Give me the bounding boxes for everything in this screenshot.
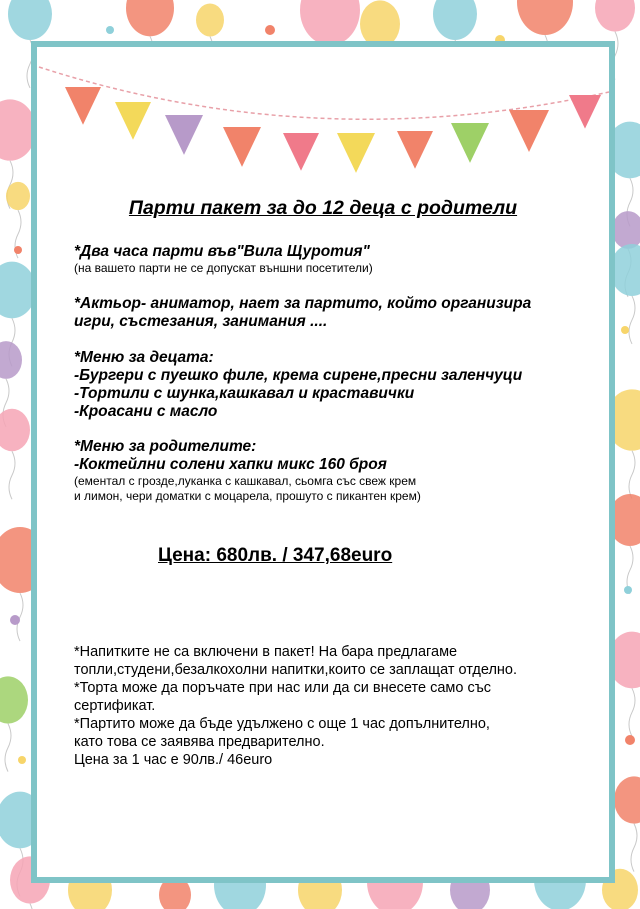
note-line: Цена за 1 час е 90лв./ 46euro: [74, 752, 273, 768]
balloon: [0, 341, 22, 379]
party-package-card: [31, 41, 615, 883]
bunting-flag: [509, 110, 549, 152]
package-price: Цена: 680лв. / 347,68euro: [158, 545, 393, 566]
balloon: [517, 0, 573, 35]
animator-line-2: игри, състезания, занимания ....: [74, 313, 328, 330]
balloon-string: [27, 904, 33, 909]
balloon: [595, 0, 635, 32]
page-title: Парти пакет за до 12 деца с родители: [128, 197, 518, 219]
bunting-flag: [283, 133, 319, 171]
balloon-string: [9, 451, 15, 499]
bunting-flag: [569, 95, 601, 129]
balloon: [8, 0, 52, 40]
balloon-string: [629, 688, 635, 736]
confetti-dot: [621, 326, 629, 334]
note-line: като това се заявява предварително.: [74, 734, 325, 750]
animator-line-1: *Актьор- аниматор, нает за партито, който организира: [74, 295, 532, 312]
balloon: [300, 0, 360, 45]
animator-section: [74, 295, 594, 331]
venue-section: [74, 243, 594, 276]
bunting-flag: [165, 115, 203, 155]
note-line: *Торта може да поръчате при нас или да си внесете само със: [74, 680, 492, 696]
balloon: [196, 3, 224, 36]
note-line: сертификат.: [74, 698, 156, 714]
balloon: [126, 0, 174, 36]
bunting-flag: [337, 133, 375, 173]
balloon: [0, 409, 30, 451]
confetti-dot: [625, 735, 635, 745]
balloon-string: [5, 724, 11, 772]
parents-menu-details-2: и лимон, чери доматки с моцарела, прошуто с пикантен крем): [74, 489, 421, 503]
bunting-flag: [115, 102, 151, 140]
balloon-string: [629, 451, 635, 499]
bunting-flag: [397, 131, 433, 169]
confetti-dot: [624, 586, 632, 594]
note-line: *Напитките не са включени в пакет! На бара предлагаме: [74, 644, 458, 660]
bunting-flag: [451, 123, 489, 163]
parents-menu-item: -Коктейлни солени хапки микс 160 броя: [74, 456, 387, 473]
kids-menu-section: [74, 349, 594, 421]
kids-menu-item: -Бургери с пуешко филе, крема сирене,пресни заленчуци: [74, 367, 523, 384]
kids-menu-heading: *Меню за децата:: [74, 349, 214, 366]
balloon: [433, 0, 477, 40]
confetti-dot: [10, 615, 20, 625]
balloon-string: [631, 824, 637, 872]
bunting-flag: [223, 127, 261, 167]
balloon: [614, 776, 640, 823]
confetti-dot: [18, 756, 26, 764]
balloon-string: [629, 296, 635, 344]
bunting-garland: [37, 47, 609, 197]
balloon: [0, 676, 28, 723]
kids-menu-item: -Тортили с шунка,кашкавал и краставички: [74, 385, 415, 402]
parents-menu-section: [74, 438, 594, 504]
confetti-dot: [265, 25, 275, 35]
balloon: [6, 182, 30, 210]
venue-note: (на вашето парти не се допускат външни посетители): [74, 261, 373, 275]
balloon: [612, 211, 640, 249]
parents-menu-details-1: (ементал с грозде,луканка с кашкавал, сьомга със свеж крем: [74, 474, 417, 488]
note-line: *Партито може да бъде удължено с още 1 час допълнително,: [74, 716, 490, 732]
note-line: топли,студени,безалкохолни напитки,които се заплащат отделно.: [74, 662, 518, 678]
venue-line: *Два часа парти във"Вила Щуротия": [74, 243, 370, 260]
bunting-flag: [65, 87, 101, 125]
confetti-dot: [14, 246, 22, 254]
confetti-dot: [106, 26, 114, 34]
notes-section: [74, 643, 594, 769]
parents-menu-heading: *Меню за родителите:: [74, 438, 257, 455]
kids-menu-item: -Кроасани с масло: [74, 403, 218, 420]
